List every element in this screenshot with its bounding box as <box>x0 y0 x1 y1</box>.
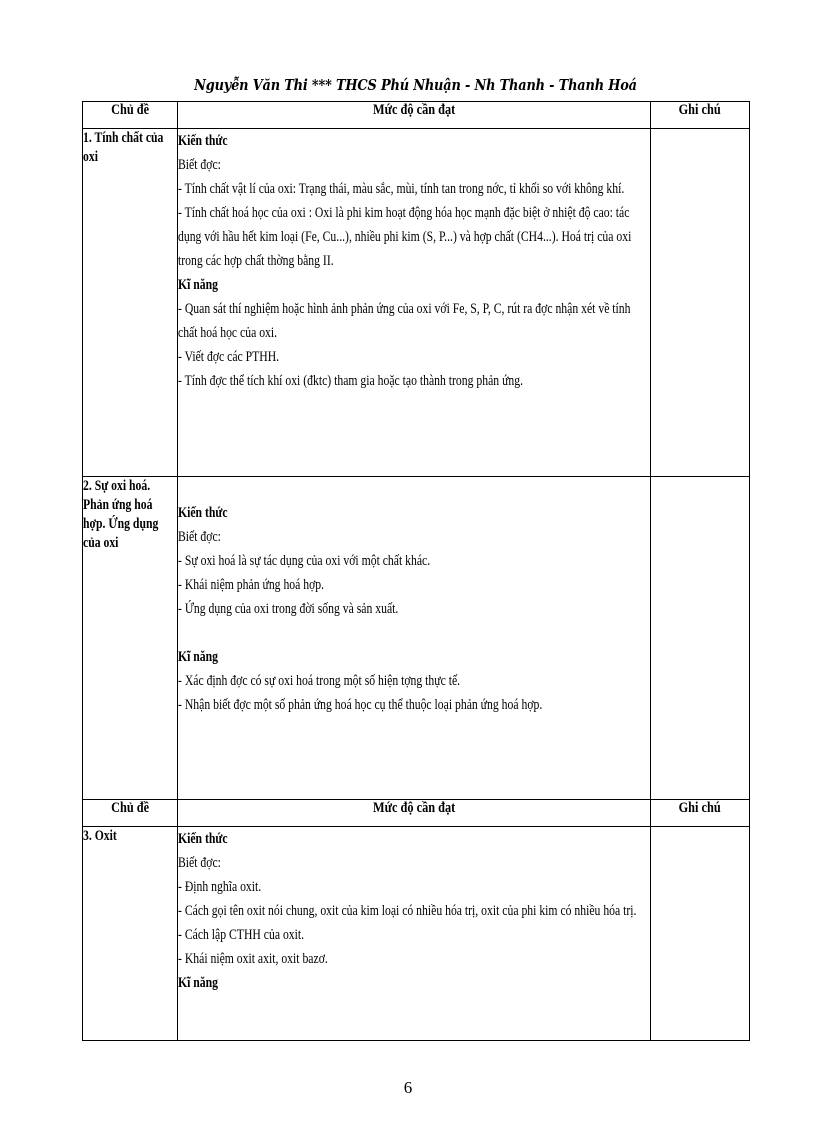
column-header-level: Mức độ cần đạt <box>178 800 651 827</box>
column-header-topic: Chủ đề <box>83 102 178 129</box>
skill-item: - Viết đợc các PTHH. <box>178 349 280 365</box>
table-header-row <box>83 102 750 129</box>
row-note <box>651 827 750 1041</box>
skill-item: - Quan sát thí nghiệm hoặc hình ảnh phản ứng của oxi với Fe, S, P, C, rút ra đợc nhận xét về tính chất hoá học của oxi. <box>178 301 631 341</box>
skill-item: - Nhận biết đợc một số phản ứng hoá học cụ thể thuộc loại phản ứng hoá hợp. <box>178 697 543 713</box>
knowledge-item: - Khái niệm oxit axit, oxit bazơ. <box>178 951 328 967</box>
knowledge-title: Kiến thức <box>178 133 228 149</box>
skill-item: - Xác định đợc có sự oxi hoá trong một số hiện tợng thực tế. <box>178 673 461 689</box>
row-content <box>178 477 651 800</box>
knowledge-intro: Biết đợc: <box>178 855 221 871</box>
curriculum-table <box>82 101 750 1041</box>
row-content <box>178 129 651 477</box>
knowledge-item: - Cách lập CTHH của oxit. <box>178 927 305 943</box>
knowledge-intro: Biết đợc: <box>178 529 221 545</box>
row-note <box>651 129 750 477</box>
knowledge-item: - Định nghĩa oxit. <box>178 879 262 895</box>
knowledge-item: - Sự oxi hoá là sự tác dụng của oxi với một chất khác. <box>178 553 431 569</box>
column-header-topic: Chủ đề <box>83 800 178 827</box>
knowledge-item: - Tính chất hoá học của oxi : Oxi là phi kim hoạt động hóa học mạnh đặc biệt ở nhiệt độ cao: tác dụng với hầu hết kim loại (Fe, Cu...), nhiều phi kim (S, P...) và hợp chất (CH4...). Hoá trị của oxi trong các hợp chất thờng bằng II. <box>178 205 632 269</box>
row-note <box>651 477 750 800</box>
knowledge-item: - Ứng dụng của oxi trong đời sống và sản xuất. <box>178 601 399 617</box>
table-row <box>83 477 750 800</box>
page-number: 6 <box>403 1078 413 1097</box>
skill-item: - Tính đợc thể tích khí oxi (đktc) tham gia hoặc tạo thành trong phản ứng. <box>178 373 524 389</box>
row-content <box>178 827 651 1041</box>
column-header-note: Ghi chú <box>651 800 750 827</box>
table-header-row <box>83 800 750 827</box>
knowledge-item: - Tính chất vật lí của oxi: Trạng thái, màu sắc, mùi, tính tan trong nớc, tỉ khối so với không khí. <box>178 181 625 197</box>
row-topic: 2. Sự oxi hoá. Phản ứng hoá hợp. Ứng dụng của oxi <box>83 477 178 800</box>
knowledge-item: - Khái niệm phản ứng hoá hợp. <box>178 577 325 593</box>
skills-title: Kĩ năng <box>178 649 218 665</box>
page-header: Nguyễn Văn Thi *** THCS Phú Nhuận - Nh Thanh - Thanh Hoá <box>194 76 637 94</box>
column-header-level: Mức độ cần đạt <box>178 102 651 129</box>
column-header-note: Ghi chú <box>651 102 750 129</box>
knowledge-title: Kiến thức <box>178 831 228 847</box>
skills-title: Kĩ năng <box>178 975 218 991</box>
knowledge-item: - Cách gọi tên oxit nói chung, oxit của kim loại có nhiều hóa trị, oxit của phi kim có nhiều hóa trị. <box>178 903 637 919</box>
knowledge-title: Kiến thức <box>178 505 228 521</box>
table-row <box>83 827 750 1041</box>
knowledge-intro: Biết đợc: <box>178 157 221 173</box>
row-topic: 3. Oxit <box>83 827 178 1041</box>
skills-title: Kĩ năng <box>178 277 218 293</box>
table-row <box>83 129 750 477</box>
row-topic: 1. Tính chất của oxi <box>83 129 178 477</box>
